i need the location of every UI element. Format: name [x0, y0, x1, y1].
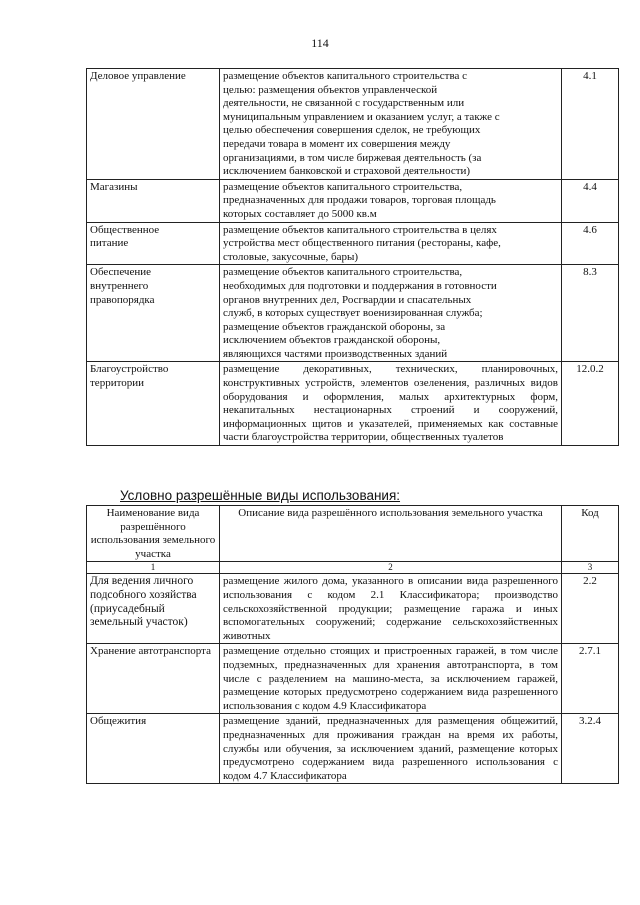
use-name-line: Общественное: [90, 223, 160, 236]
table-header-row: [87, 506, 619, 562]
use-name-cell: Общежития: [87, 714, 220, 784]
use-code-cell: 4.6: [562, 222, 619, 265]
use-name-line: правопорядка: [90, 293, 155, 306]
column-header-name: Наименование вида разрешённого использования земельного участка: [87, 506, 220, 562]
table-row: [87, 69, 619, 180]
use-description-cell: [220, 265, 562, 362]
use-name-line: Обеспечение: [90, 266, 151, 279]
use-name-cell: [87, 362, 220, 446]
use-code-cell: 8.3: [562, 265, 619, 362]
use-name-cell: Для ведения личного подсобного хозяйства (приусадебный земельный участок): [87, 574, 220, 644]
use-code-cell: 4.1: [562, 69, 619, 180]
column-header-description: Описание вида разрешённого использования земельного участка: [220, 506, 562, 562]
permitted-uses-table: [86, 68, 619, 446]
column-number: 2: [220, 562, 562, 574]
description-line: органов внутренних дел, Росгвардии и спасательных: [223, 293, 472, 306]
description-line: деятельности, не связанной с государственным или: [223, 97, 465, 110]
description-line: целью обеспечения совершения сделок, не требующих: [223, 124, 481, 137]
table-row: [87, 265, 619, 362]
use-description-cell: [220, 222, 562, 265]
use-code-cell: 3.2.4: [562, 714, 619, 784]
use-name-cell: [87, 179, 220, 222]
description-line: являющихся частями производственных зданий: [223, 347, 448, 360]
description-line: размещение объектов капитального строительства в целях: [223, 223, 497, 236]
use-name-line: питание: [90, 237, 129, 250]
conditional-uses-table: [86, 505, 619, 784]
column-number-row: [87, 562, 619, 574]
use-description-cell: размещение жилого дома, указанного в описании вида разрешенного использования с кодом 2.1 Классификатора; производство сельскохозяйственной продукции; размещение гаража и иных вспомогательных сооружений; содержание сельскохозяйственных животных: [220, 574, 562, 644]
table-row: [87, 362, 619, 446]
use-name-cell: [87, 265, 220, 362]
description-line: исключением объектов гражданской обороны,: [223, 334, 441, 347]
column-header-code: Код: [562, 506, 619, 562]
use-description-cell: размещение зданий, предназначенных для размещения общежитий, предназначенных для проживания граждан на время их работы, службы или обучения, за исключением зданий, размещение которых предусмотрено содержанием вида разрешенного использования с кодом 4.7 Классификатора: [220, 714, 562, 784]
use-name-line: внутреннего: [90, 279, 149, 292]
use-description-cell: [220, 69, 562, 180]
table-row: [87, 222, 619, 265]
use-code-cell: 2.7.1: [562, 644, 619, 714]
description-line: целью: размещения объектов управленческой: [223, 83, 438, 96]
table-row: [87, 644, 619, 714]
use-name-line: Магазины: [90, 180, 138, 193]
table-row: [87, 179, 619, 222]
description-line: размещение объектов капитального строительства с: [223, 70, 468, 82]
description-line: служб, в которых существует военизированная служба;: [223, 307, 483, 320]
page-number: 114: [311, 36, 329, 50]
use-description-cell: размещение отдельно стоящих и пристроенных гаражей, в том числе подземных, предназначенных для хранения автотранспорта, в том числе с разделением на машино-места, за исключением гаражей, размещение которых предусмотрено содержанием вида разрешенного использования с кодом 4.9 Классификатора: [220, 644, 562, 714]
use-name-line: территории: [90, 377, 145, 390]
use-name-cell: [87, 69, 220, 180]
table-row: [87, 574, 619, 644]
use-description-cell: размещение декоративных, технических, планировочных, конструктивных устройств, элементов озеленения, различных видов оборудования и оформления, малых архитектурных форм, некапитальных нестационарных строений и сооружений, информационных щитов и указателей, применяемых как составные части благоустройства территории, общественных туалетов: [220, 362, 562, 446]
use-name-line: Деловое управление: [90, 70, 186, 82]
description-line: столовые, закусочные, бары): [223, 250, 359, 263]
description-line: устройства мест общественного питания (рестораны, кафе,: [223, 237, 501, 250]
use-name-cell: [87, 222, 220, 265]
description-line: которых составляет до 5000 кв.м: [223, 207, 377, 220]
use-code-cell: 12.0.2: [562, 362, 619, 446]
description-line: размещение объектов капитального строительства,: [223, 180, 463, 193]
description-line: передачи товара в момент их совершения между: [223, 137, 451, 150]
use-name-line: Благоустройство: [90, 363, 169, 376]
description-line: исключением банковской и страховой деятельности): [223, 165, 471, 178]
table-row: [87, 714, 619, 784]
column-number: 1: [87, 562, 220, 574]
description-line: организациями, в том числе биржевая деятельность (за: [223, 151, 482, 164]
use-code-cell: 4.4: [562, 179, 619, 222]
use-name-cell: Хранение автотранспорта: [87, 644, 220, 714]
description-line: предназначенных для продажи товаров, торговая площадь: [223, 194, 496, 207]
use-code-cell: 2.2: [562, 574, 619, 644]
conditional-uses-title: Условно разрешённые виды использования:: [120, 488, 401, 503]
use-description-cell: [220, 179, 562, 222]
description-line: необходимых для подготовки и поддержания в готовности: [223, 279, 497, 292]
column-number: 3: [562, 562, 619, 574]
description-line: размещение объектов капитального строительства,: [223, 266, 463, 279]
description-line: муниципальным управлением и оказанием услуг, а также с: [223, 110, 500, 123]
description-line: размещение объектов гражданской обороны, за: [223, 320, 446, 333]
